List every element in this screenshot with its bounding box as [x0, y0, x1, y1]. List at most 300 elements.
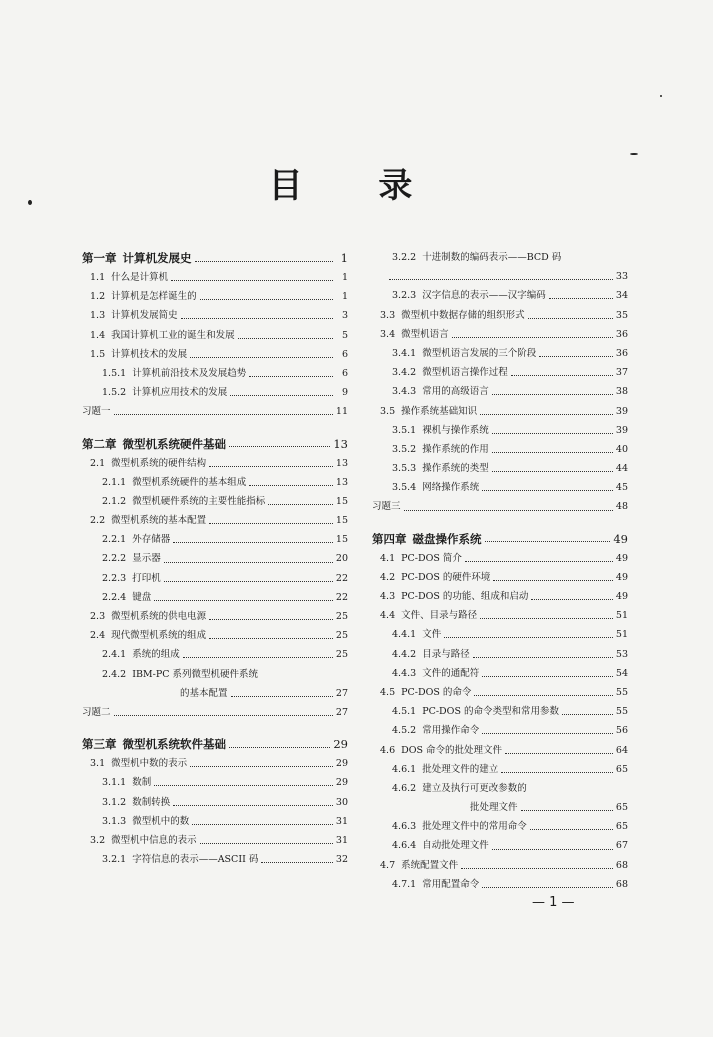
toc-title: 微型机系统软件基础	[122, 737, 226, 752]
toc-leader	[404, 510, 613, 511]
toc-title: 操作系统基础知识	[401, 405, 478, 417]
toc-entry	[372, 798, 628, 817]
toc-number: 3.4.1	[392, 347, 417, 359]
toc-number: 3.5.2	[392, 443, 417, 455]
toc-page: 65	[615, 821, 628, 833]
toc-title: IBM-PC 系列微型机硬件系统	[132, 668, 259, 680]
toc-page: 15	[335, 495, 348, 507]
toc-number: 2.3	[90, 611, 106, 622]
toc-title: 微型机语言发展的三个阶段	[422, 347, 537, 359]
toc-page: 65	[615, 763, 628, 775]
toc-number: 第四章	[372, 531, 407, 546]
toc-page: 22	[335, 591, 348, 603]
toc-title: 操作系统的作用	[422, 443, 489, 455]
toc-chapter	[82, 434, 348, 454]
toc-leader	[482, 733, 613, 734]
toc-title: 常用配置命令	[422, 878, 480, 890]
toc-entry	[82, 703, 348, 722]
toc-leader	[114, 715, 333, 716]
toc-number: 4.6.2	[392, 782, 417, 794]
toc-number: 3.1	[90, 758, 106, 770]
toc-title: 网络操作系统	[422, 482, 480, 494]
toc-title: 微型机中信息的表示	[111, 834, 197, 846]
toc-entry	[372, 606, 628, 625]
toc-page: 13	[335, 457, 348, 469]
toc-page: 31	[335, 834, 348, 846]
toc-entry	[82, 530, 348, 549]
toc-leader	[493, 580, 612, 581]
toc-number: 2.1.2	[102, 495, 127, 507]
toc-leader	[474, 695, 612, 696]
toc-entry	[372, 779, 628, 798]
toc-page: 39	[615, 405, 628, 417]
toc-number: 3.4.3	[392, 386, 417, 398]
toc-number: 3.5.4	[392, 482, 417, 494]
toc-number: 2.2.1	[102, 534, 127, 546]
toc-number: 第三章	[82, 737, 117, 752]
toc-leader	[200, 843, 333, 844]
toc-entry	[372, 325, 628, 344]
toc-page: 68	[615, 859, 628, 871]
toc-number: 1.5.1	[102, 367, 127, 379]
toc-title: 习题三	[372, 501, 401, 513]
toc-number: 3.1.1	[102, 777, 127, 789]
toc-entry	[372, 478, 628, 497]
toc-title: 磁盘操作系统	[412, 531, 482, 546]
toc-number: 4.6	[380, 744, 396, 756]
toc-page: 35	[615, 309, 628, 321]
toc-leader	[531, 599, 612, 600]
toc-number: 1.1	[90, 272, 106, 283]
toc-entry	[82, 773, 348, 792]
toc-number: 1.3	[90, 310, 106, 322]
toc-leader	[492, 433, 613, 434]
toc-number: 3.2	[90, 834, 106, 846]
toc-chapter	[82, 734, 348, 754]
toc-leader	[183, 657, 333, 658]
toc-entry	[372, 549, 628, 568]
toc-leader	[192, 824, 333, 825]
toc-left-column	[82, 248, 348, 869]
toc-number: 4.4	[380, 610, 396, 622]
toc-title: 我国计算机工业的诞生和发展	[111, 329, 235, 341]
toc-page: 44	[615, 463, 628, 475]
toc-leader	[230, 395, 333, 396]
toc-leader	[249, 376, 333, 377]
toc-leader	[209, 638, 333, 639]
toc-leader	[452, 337, 613, 338]
toc-entry	[82, 812, 348, 831]
toc-page: 20	[335, 553, 348, 565]
toc-entry	[372, 459, 628, 478]
toc-page: 37	[615, 367, 628, 379]
toc-title: 微型机系统的供电电源	[111, 611, 207, 622]
toc-entry	[82, 831, 348, 850]
toc-page: 29	[335, 758, 348, 770]
toc-number: 4.7	[380, 859, 396, 871]
toc-page: 49	[615, 571, 628, 583]
toc-leader	[238, 338, 333, 339]
toc-title: PC-DOS 简介	[401, 552, 462, 564]
toc-title: 什么是计算机	[111, 272, 169, 283]
toc-title: 系统配置文件	[401, 859, 459, 871]
toc-entry	[82, 402, 348, 421]
toc-entry	[82, 492, 348, 511]
toc-title: 现代微型机系统的组成	[111, 630, 207, 642]
toc-page: 15	[335, 534, 348, 546]
toc-leader	[190, 357, 333, 358]
toc-title: 目录与路径	[422, 648, 470, 660]
toc-number: 4.7.1	[392, 878, 417, 890]
toc-title: 十进制数的编码表示——BCD 码	[422, 252, 562, 263]
toc-number: 1.2	[90, 291, 106, 303]
toc-number: 3.5.3	[392, 463, 417, 475]
toc-number: 3.4.2	[392, 367, 417, 379]
toc-entry	[82, 454, 348, 473]
toc-page: 29	[333, 737, 348, 752]
toc-title: 微型机中数据存储的组织形式	[401, 309, 525, 321]
toc-page: 11	[335, 406, 348, 418]
toc-title: 自动批处理文件	[422, 840, 489, 852]
toc-number: 2.2.3	[102, 572, 127, 584]
toc-page: 33	[615, 271, 628, 283]
toc-leader	[501, 772, 613, 773]
scan-speck	[28, 200, 32, 205]
toc-title: 系统的组成	[132, 649, 180, 661]
toc-title: 批处理文件的建立	[422, 763, 499, 775]
toc-title: 裸机与操作系统	[422, 424, 489, 436]
toc-page: 32	[335, 854, 348, 866]
toc-leader	[195, 261, 334, 262]
toc-leader	[154, 785, 333, 786]
toc-number: 4.4.1	[392, 629, 417, 641]
toc-leader	[229, 446, 330, 447]
toc-page: 51	[615, 629, 628, 641]
toc-leader	[482, 676, 613, 677]
toc-leader	[539, 356, 613, 357]
toc-entry	[372, 817, 628, 836]
toc-entry	[82, 684, 348, 703]
toc-entry	[82, 665, 348, 684]
toc-entry	[372, 421, 628, 440]
toc-number: 4.5.1	[392, 706, 417, 718]
toc-page: 1	[340, 251, 348, 265]
toc-page: 40	[615, 443, 628, 455]
toc-entry	[82, 306, 348, 325]
toc-title: 的基本配置	[180, 687, 228, 699]
toc-title: 计算机发展史	[122, 251, 192, 265]
toc-page: 36	[615, 347, 628, 359]
toc-title: 计算机技术的发展	[111, 348, 188, 360]
toc-entry	[82, 473, 348, 492]
toc-entry	[372, 402, 628, 421]
toc-leader	[480, 414, 613, 415]
toc-entry	[372, 875, 628, 894]
toc-entry	[82, 850, 348, 869]
toc-leader	[114, 414, 333, 415]
toc-page: 36	[615, 328, 628, 340]
toc-number: 2.2.2	[102, 553, 127, 565]
toc-entry	[82, 645, 348, 664]
toc-leader	[549, 298, 613, 299]
scan-speck	[630, 153, 638, 155]
toc-entry	[82, 793, 348, 812]
toc-title: 建立及执行可更改参数的	[422, 782, 527, 794]
toc-page: 1	[341, 291, 348, 303]
toc-leader	[389, 279, 613, 280]
toc-page: 49	[613, 531, 628, 546]
toc-number: 2.4.1	[102, 649, 127, 661]
toc-page: 34	[615, 290, 628, 302]
toc-title: PC-DOS 的命令	[401, 686, 472, 698]
toc-title: 微型机系统的硬件结构	[111, 457, 207, 469]
toc-entry	[82, 754, 348, 773]
toc-leader	[521, 810, 613, 811]
toc-entry	[372, 248, 628, 267]
toc-page: 68	[615, 878, 628, 890]
toc-entry	[82, 383, 348, 402]
toc-number: 3.4	[380, 328, 396, 340]
toc-leader	[480, 618, 613, 619]
toc-entry	[82, 345, 348, 364]
toc-title: 习题一	[82, 406, 111, 418]
toc-entry	[372, 440, 628, 459]
toc-entry	[82, 268, 348, 287]
toc-page: 38	[615, 386, 628, 398]
toc-page: 27	[335, 687, 348, 699]
toc-page: 54	[615, 667, 628, 679]
toc-leader	[562, 714, 613, 715]
toc-entry	[372, 625, 628, 644]
toc-title: 批处理文件	[470, 802, 518, 814]
toc-leader	[461, 868, 613, 869]
toc-title: 微型机硬件系统的主要性能指标	[132, 495, 266, 507]
toc-page: 13	[335, 476, 348, 488]
toc-leader	[444, 637, 613, 638]
toc-number: 1.5.2	[102, 387, 127, 399]
toc-page: 9	[341, 387, 348, 399]
toc-title: 显示器	[132, 553, 161, 565]
toc-number: 2.1.1	[102, 476, 127, 488]
toc-title: 计算机发展简史	[111, 310, 178, 322]
toc-leader	[249, 485, 333, 486]
toc-page: 30	[335, 796, 348, 808]
toc-leader	[530, 829, 613, 830]
toc-entry	[372, 267, 628, 286]
toc-title: 习题二	[82, 706, 111, 718]
toc-page: 3	[341, 310, 348, 322]
toc-title: 微型机中的数	[132, 815, 190, 827]
toc-number: 2.4	[90, 630, 106, 642]
toc-title: 打印机	[132, 572, 161, 584]
toc-leader	[492, 471, 613, 472]
toc-leader	[229, 747, 330, 748]
toc-entry	[82, 607, 348, 626]
page-title: 目 录	[268, 166, 445, 206]
toc-entry	[372, 664, 628, 683]
toc-number: 2.2	[90, 515, 106, 527]
toc-page: 27	[335, 706, 348, 718]
toc-title: 计算机前沿技术及发展趋势	[132, 367, 247, 379]
toc-entry	[82, 287, 348, 306]
toc-entry	[372, 683, 628, 702]
toc-leader	[171, 280, 333, 281]
toc-leader	[511, 375, 613, 376]
toc-number: 3.5.1	[392, 424, 417, 436]
toc-number: 4.6.1	[392, 763, 417, 775]
toc-leader	[482, 490, 613, 491]
toc-page: 53	[615, 648, 628, 660]
toc-leader	[492, 452, 613, 453]
toc-entry	[372, 836, 628, 855]
toc-page: 49	[615, 552, 628, 564]
toc-page: 1	[341, 272, 348, 283]
toc-number: 4.6.4	[392, 840, 417, 852]
toc-title: 微型机语言操作过程	[422, 367, 508, 379]
toc-page: 55	[615, 686, 628, 698]
toc-entry	[372, 363, 628, 382]
toc-page: 39	[615, 424, 628, 436]
toc-page: 29	[335, 777, 348, 789]
toc-leader	[261, 862, 333, 863]
toc-title: 计算机是怎样诞生的	[111, 291, 197, 303]
toc-leader	[492, 849, 613, 850]
toc-entry	[372, 286, 628, 305]
toc-number: 1.5	[90, 348, 106, 360]
toc-entry	[82, 364, 348, 383]
toc-page: 6	[341, 367, 348, 379]
toc-number: 第一章	[82, 251, 117, 265]
toc-entry	[82, 588, 348, 607]
toc-title: 数制转换	[132, 796, 171, 808]
toc-page: 25	[335, 611, 348, 622]
toc-leader	[485, 541, 611, 542]
toc-page: 64	[615, 744, 628, 756]
toc-title: 计算机应用技术的发展	[132, 387, 228, 399]
toc-title: 文件的通配符	[422, 667, 480, 679]
toc-title: 微型机语言	[401, 328, 449, 340]
toc-title: 微型机系统的基本配置	[111, 515, 207, 527]
toc-title: DOS 命令的批处理文件	[401, 744, 503, 756]
toc-page: 67	[615, 840, 628, 852]
toc-page: 22	[335, 572, 348, 584]
toc-title: 键盘	[132, 591, 152, 603]
toc-title: 汉字信息的表示——汉字编码	[422, 290, 546, 302]
toc-number: 4.1	[380, 552, 396, 564]
toc-entry	[372, 741, 628, 760]
toc-title: 微型机系统硬件基础	[122, 436, 226, 451]
toc-page: 45	[615, 482, 628, 494]
toc-entry	[82, 549, 348, 568]
toc-page: 5	[341, 329, 348, 341]
toc-number: 3.1.3	[102, 815, 127, 827]
toc-page: 15	[335, 515, 348, 527]
toc-entry	[372, 306, 628, 325]
toc-title: PC-DOS 的功能、组成和启动	[401, 591, 529, 602]
toc-leader	[505, 753, 613, 754]
toc-entry	[82, 326, 348, 345]
toc-leader	[465, 561, 613, 562]
toc-leader	[164, 581, 333, 582]
toc-number: 4.4.2	[392, 648, 417, 660]
toc-page: 25	[335, 649, 348, 661]
toc-number: 4.5.2	[392, 725, 417, 737]
toc-leader	[209, 619, 333, 620]
toc-page: 49	[615, 591, 628, 602]
toc-title: 批处理文件中的常用命令	[422, 821, 527, 833]
toc-entry	[372, 856, 628, 875]
toc-number: 3.2.2	[392, 252, 417, 263]
toc-number: 2.2.4	[102, 591, 127, 603]
toc-number: 3.2.1	[102, 854, 127, 866]
toc-number: 3.2.3	[392, 290, 417, 302]
toc-title: 常用的高级语言	[422, 386, 489, 398]
toc-number: 3.1.2	[102, 796, 127, 808]
toc-entry	[372, 344, 628, 363]
page-number: — 1 —	[532, 895, 575, 910]
toc-page: 6	[341, 348, 348, 360]
toc-leader	[482, 887, 613, 888]
toc-leader	[181, 318, 333, 319]
toc-leader	[209, 466, 333, 467]
toc-page: 48	[615, 501, 628, 513]
toc-right-column	[372, 248, 628, 894]
toc-entry	[82, 626, 348, 645]
toc-page: 55	[615, 706, 628, 718]
toc-leader	[164, 562, 333, 563]
toc-page: 56	[615, 725, 628, 737]
toc-title: 字符信息的表示——ASCII 码	[132, 854, 259, 866]
toc-number: 1.4	[90, 329, 106, 341]
toc-title: PC-DOS 的硬件环境	[401, 571, 491, 583]
toc-leader	[200, 299, 333, 300]
toc-page: 25	[335, 630, 348, 642]
toc-title: 操作系统的类型	[422, 463, 489, 475]
toc-title: 微型机系统硬件的基本组成	[132, 476, 247, 488]
toc-title: 常用操作命令	[422, 725, 480, 737]
toc-title: PC-DOS 的命令类型和常用参数	[422, 706, 559, 718]
toc-number: 4.4.3	[392, 667, 417, 679]
toc-title: 文件、目录与路径	[401, 610, 478, 622]
scan-speck	[660, 95, 662, 97]
toc-leader	[268, 504, 333, 505]
toc-leader	[209, 523, 333, 524]
toc-number: 第二章	[82, 436, 117, 451]
toc-title: 数制	[132, 777, 152, 789]
toc-number: 2.1	[90, 457, 106, 469]
toc-title: 外存储器	[132, 534, 171, 546]
toc-entry	[372, 760, 628, 779]
toc-entry	[82, 569, 348, 588]
toc-number: 4.6.3	[392, 821, 417, 833]
toc-number: 2.4.2	[102, 668, 127, 680]
toc-leader	[173, 805, 333, 806]
toc-entry	[372, 497, 628, 516]
toc-entry	[372, 702, 628, 721]
toc-number: 4.5	[380, 686, 396, 698]
toc-entry	[372, 568, 628, 587]
toc-page: 51	[615, 610, 628, 622]
toc-title: 文件	[422, 629, 442, 641]
toc-page: 31	[335, 815, 348, 827]
toc-page: 65	[615, 802, 628, 814]
toc-entry	[372, 587, 628, 606]
toc-leader	[492, 394, 613, 395]
toc-number: 4.3	[380, 591, 396, 602]
toc-entry	[82, 511, 348, 530]
toc-leader	[173, 542, 333, 543]
toc-entry	[372, 721, 628, 740]
